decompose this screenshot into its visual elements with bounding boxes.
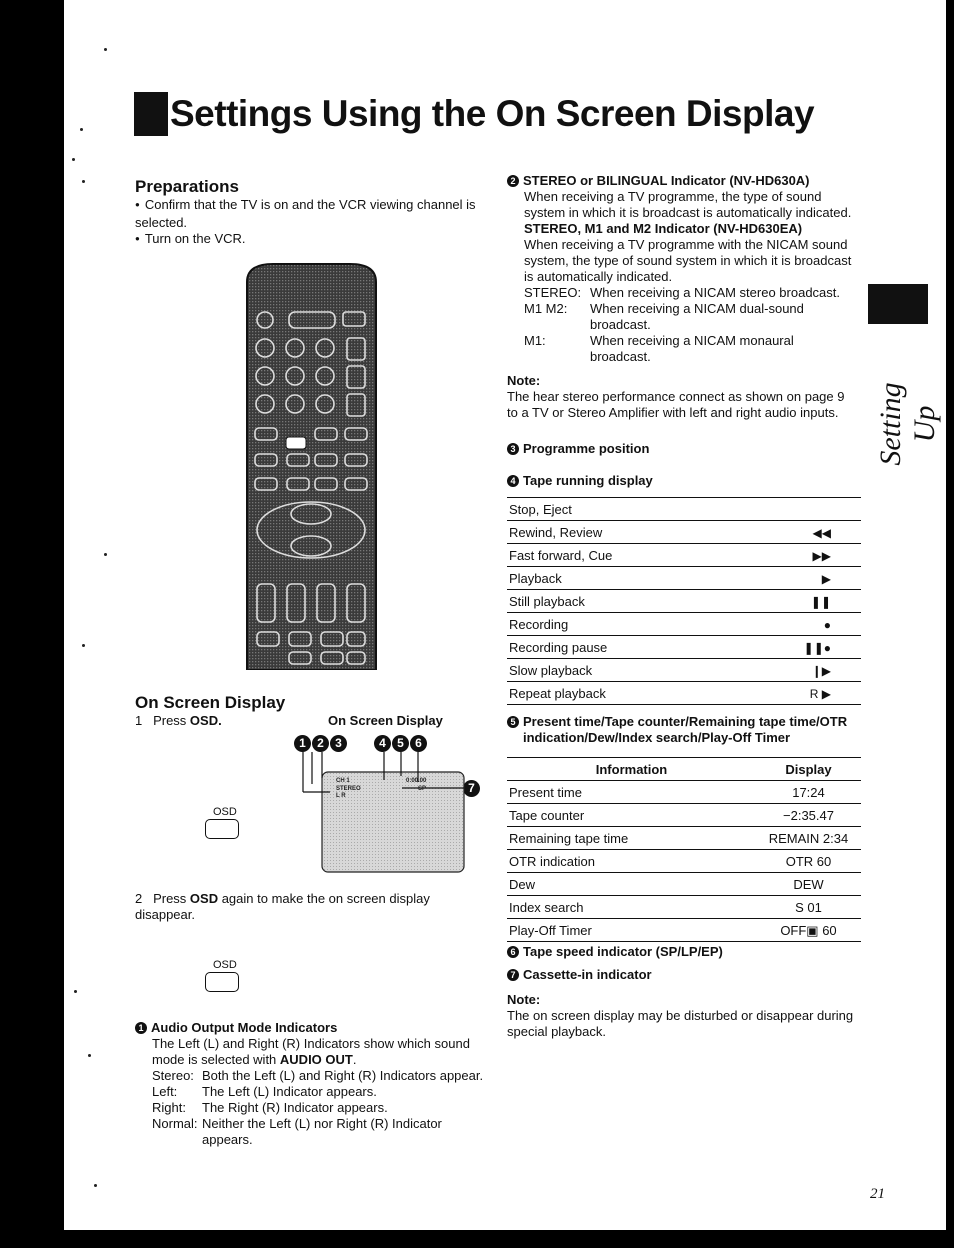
info-row — [507, 896, 861, 919]
stereo-term: M1 M2: — [524, 301, 568, 316]
callout-2: 2 — [312, 735, 329, 752]
audio-desc-bold: AUDIO OUT — [279, 1052, 353, 1067]
callout-1: 1 — [294, 735, 311, 752]
preparations-heading: Preparations — [135, 177, 239, 196]
audio-term: Normal: — [152, 1116, 198, 1131]
tape-row — [507, 613, 861, 636]
prep-bullet-1-text: Confirm that the TV is on and the VCR viewing channel is selected. — [135, 197, 476, 230]
info-row-display: S 01 — [756, 896, 861, 919]
tape-row — [507, 544, 861, 567]
tape-row-symbol: ◀◀ — [735, 521, 861, 544]
stereo-item — [507, 285, 862, 301]
present-info-table — [507, 757, 861, 942]
tape-row-label: Still playback — [507, 590, 735, 613]
stereo-heading-2: STEREO, M1 and M2 Indicator (NV-HD630EA) — [524, 221, 803, 236]
tape-running-heading — [507, 473, 653, 489]
audio-item — [135, 1116, 495, 1148]
audio-term: Stereo: — [152, 1068, 194, 1083]
osd-display-label: On Screen Display — [328, 713, 443, 728]
stereo-term: STEREO: — [524, 285, 582, 300]
prog-num: 3 — [507, 443, 519, 455]
cassette-heading — [507, 967, 652, 983]
info-row-display: OTR 60 — [756, 850, 861, 873]
tape-row-label: Recording pause — [507, 636, 735, 659]
tape-row — [507, 498, 861, 521]
callout-7: 7 — [463, 780, 480, 797]
audio-item — [135, 1068, 495, 1084]
stereo-item — [507, 333, 862, 365]
audio-def: The Right (R) Indicator appears. — [202, 1100, 388, 1115]
tape-num: 4 — [507, 475, 519, 487]
audio-item — [135, 1084, 495, 1100]
present-time-heading — [507, 714, 862, 746]
tape-row-label: Playback — [507, 567, 735, 590]
callout-group-b — [374, 735, 428, 752]
stereo-term: M1: — [524, 333, 546, 348]
tape-row-symbol: ❚❚ — [735, 590, 861, 613]
tape-row-symbol: ❙▶ — [735, 659, 861, 682]
info-row-label: Dew — [507, 873, 756, 896]
tape-row-symbol: ● — [735, 613, 861, 636]
scan-speck — [94, 1184, 97, 1187]
info-row-display: 17:24 — [756, 781, 861, 804]
info-row — [507, 827, 861, 850]
info-row — [507, 850, 861, 873]
tape-row-symbol: ▶ — [735, 567, 861, 590]
section-tab-block — [868, 284, 928, 324]
scan-edge-left — [0, 0, 64, 1248]
col-information: Information — [507, 758, 756, 781]
scan-speck — [82, 180, 85, 183]
stereo-def: When receiving a NICAM stereo broadcast. — [590, 285, 840, 300]
tape-row-label: Rewind, Review — [507, 521, 735, 544]
scan-speck — [72, 158, 75, 161]
stereo-section — [507, 173, 862, 421]
present-num: 5 — [507, 716, 519, 728]
info-row-display: −2:35.47 — [756, 804, 861, 827]
programme-position-heading — [507, 441, 649, 457]
scan-speck — [80, 128, 83, 131]
osd-button-1 — [205, 819, 239, 839]
step-1-key: OSD. — [189, 713, 222, 728]
col-display: Display — [756, 758, 861, 781]
audio-def: Both the Left (L) and Right (R) Indicators appear. — [202, 1068, 484, 1083]
tape-row-label: Fast forward, Cue — [507, 544, 735, 567]
scan-speck — [82, 644, 85, 647]
osd-screen-graphic — [300, 752, 468, 874]
osd-btn-label-2: OSD — [213, 959, 237, 971]
speed-num: 6 — [507, 946, 519, 958]
audio-term: Left: — [152, 1084, 178, 1099]
osd-button-2 — [205, 972, 239, 992]
scan-edge-right — [946, 0, 954, 1248]
audio-heading-row — [135, 1020, 495, 1036]
step-2-pre: Press — [153, 891, 190, 906]
speed-heading: Tape speed indicator (SP/LP/EP) — [523, 944, 723, 959]
audio-def: The Left (L) Indicator appears. — [202, 1084, 377, 1099]
stereo-desc-2: When receiving a TV programme with the NICAM sound system, the type of sound system in which it is broadcast is automatically indicated. — [524, 237, 852, 284]
callout-3: 3 — [330, 735, 347, 752]
info-row — [507, 919, 861, 942]
info-row-label: Remaining tape time — [507, 827, 756, 850]
callout-6: 6 — [410, 735, 427, 752]
stereo-heading-row — [507, 173, 862, 189]
scan-speck — [88, 1054, 91, 1057]
info-row-label: Present time — [507, 781, 756, 804]
info-row-label: Tape counter — [507, 804, 756, 827]
prog-heading: Programme position — [523, 441, 650, 456]
tape-heading: Tape running display — [523, 473, 653, 488]
audio-section — [135, 1020, 495, 1148]
info-row — [507, 804, 861, 827]
audio-desc-post: . — [352, 1052, 357, 1067]
screen-ch: CH 1 — [336, 778, 350, 784]
note-2-text: The on screen display may be disturbed or disappear during special playback. — [507, 1008, 854, 1039]
screen-counter: 0:00.00 — [406, 778, 427, 784]
osd-step-2 — [135, 891, 465, 923]
note-label: Note: — [507, 373, 541, 388]
callout-5: 5 — [392, 735, 409, 752]
callout-4: 4 — [374, 735, 391, 752]
stereo-item — [507, 301, 862, 333]
stereo-heading: STEREO or BILINGUAL Indicator (NV-HD630A) — [523, 173, 810, 188]
info-row-label: Index search — [507, 896, 756, 919]
remote-control-illustration — [243, 262, 380, 670]
tape-running-table — [507, 497, 861, 705]
audio-num: 1 — [135, 1022, 147, 1034]
stereo-num: 2 — [507, 175, 519, 187]
present-heading: Present time/Tape counter/Remaining tape time/OTR indication/Dew/Index search/Play-Off Timer — [523, 714, 848, 745]
screen-stereo: STEREO — [336, 786, 361, 792]
info-row — [507, 873, 861, 896]
audio-description — [135, 1036, 495, 1068]
tape-row-symbol: R ▶ — [735, 682, 861, 705]
note-text: The hear stereo performance connect as shown on page 9 to a TV or Stereo Amplifier with left and right audio inputs. — [507, 389, 845, 420]
tape-row — [507, 659, 861, 682]
audio-term: Right: — [152, 1100, 186, 1115]
scan-speck — [104, 48, 107, 51]
title-marker — [134, 92, 168, 136]
tape-row — [507, 590, 861, 613]
osd-btn-label-1: OSD — [213, 806, 237, 818]
tape-row — [507, 636, 861, 659]
tape-row-symbol: ▶▶ — [735, 544, 861, 567]
step-1-text: Press — [153, 713, 190, 728]
tape-row-label: Repeat playback — [507, 682, 735, 705]
step-2-post: again to make the on screen display disappear. — [135, 891, 430, 922]
scan-edge-bottom — [0, 1230, 954, 1248]
screen-lr: L R — [336, 793, 346, 799]
scan-speck — [74, 990, 77, 993]
info-row-label: Play-Off Timer — [507, 919, 756, 942]
osd-heading: On Screen Display — [135, 693, 286, 712]
stereo-desc: When receiving a TV programme, the type of sound system in which it is broadcast is automatically indicated. — [524, 189, 852, 220]
info-row-display: DEW — [756, 873, 861, 896]
cassette-num: 7 — [507, 969, 519, 981]
page-number: 21 — [870, 1186, 885, 1202]
stereo-def: When receiving a NICAM monaural broadcast. — [590, 333, 794, 364]
preparations-section — [135, 177, 485, 249]
section-tab-label: Setting Up — [874, 382, 941, 466]
tape-speed-heading — [507, 944, 723, 960]
scan-speck — [104, 553, 107, 556]
tape-row-label: Recording — [507, 613, 735, 636]
step-2-key: OSD — [189, 891, 219, 906]
cassette-heading-text: Cassette-in indicator — [523, 967, 652, 982]
prep-bullet-1 — [135, 197, 485, 231]
stereo-def: When receiving a NICAM dual-sound broadcast. — [590, 301, 804, 332]
audio-item — [135, 1100, 495, 1116]
tape-row-symbol: ❚❚● — [735, 636, 861, 659]
step-1-number: 1 — [135, 713, 143, 728]
info-row-display: REMAIN 2:34 — [756, 827, 861, 850]
audio-heading: Audio Output Mode Indicators — [151, 1020, 338, 1035]
audio-desc-pre: The Left (L) and Right (R) Indicators show which sound mode is selected with — [152, 1036, 470, 1067]
tape-row — [507, 521, 861, 544]
tape-row-symbol — [735, 498, 861, 521]
page-title-text: Settings Using the On Screen Display — [170, 93, 815, 134]
note-2-label: Note: — [507, 992, 541, 1007]
screen-speed: SP — [418, 786, 427, 792]
audio-def: Neither the Left (L) nor Right (R) Indicator appears. — [202, 1116, 442, 1147]
info-row — [507, 781, 861, 804]
tape-row — [507, 567, 861, 590]
info-row-display: OFF▣ 60 — [756, 919, 861, 942]
step-2-number: 2 — [135, 891, 143, 906]
prep-bullet-2 — [135, 231, 485, 249]
page-title — [134, 92, 814, 136]
info-row-label: OTR indication — [507, 850, 756, 873]
callout-group-a — [294, 735, 348, 752]
prep-bullet-2-text: Turn on the VCR. — [144, 231, 246, 246]
osd-step-1 — [135, 713, 222, 729]
tape-row-label: Stop, Eject — [507, 498, 735, 521]
tape-row-label: Slow playback — [507, 659, 735, 682]
tape-row — [507, 682, 861, 705]
